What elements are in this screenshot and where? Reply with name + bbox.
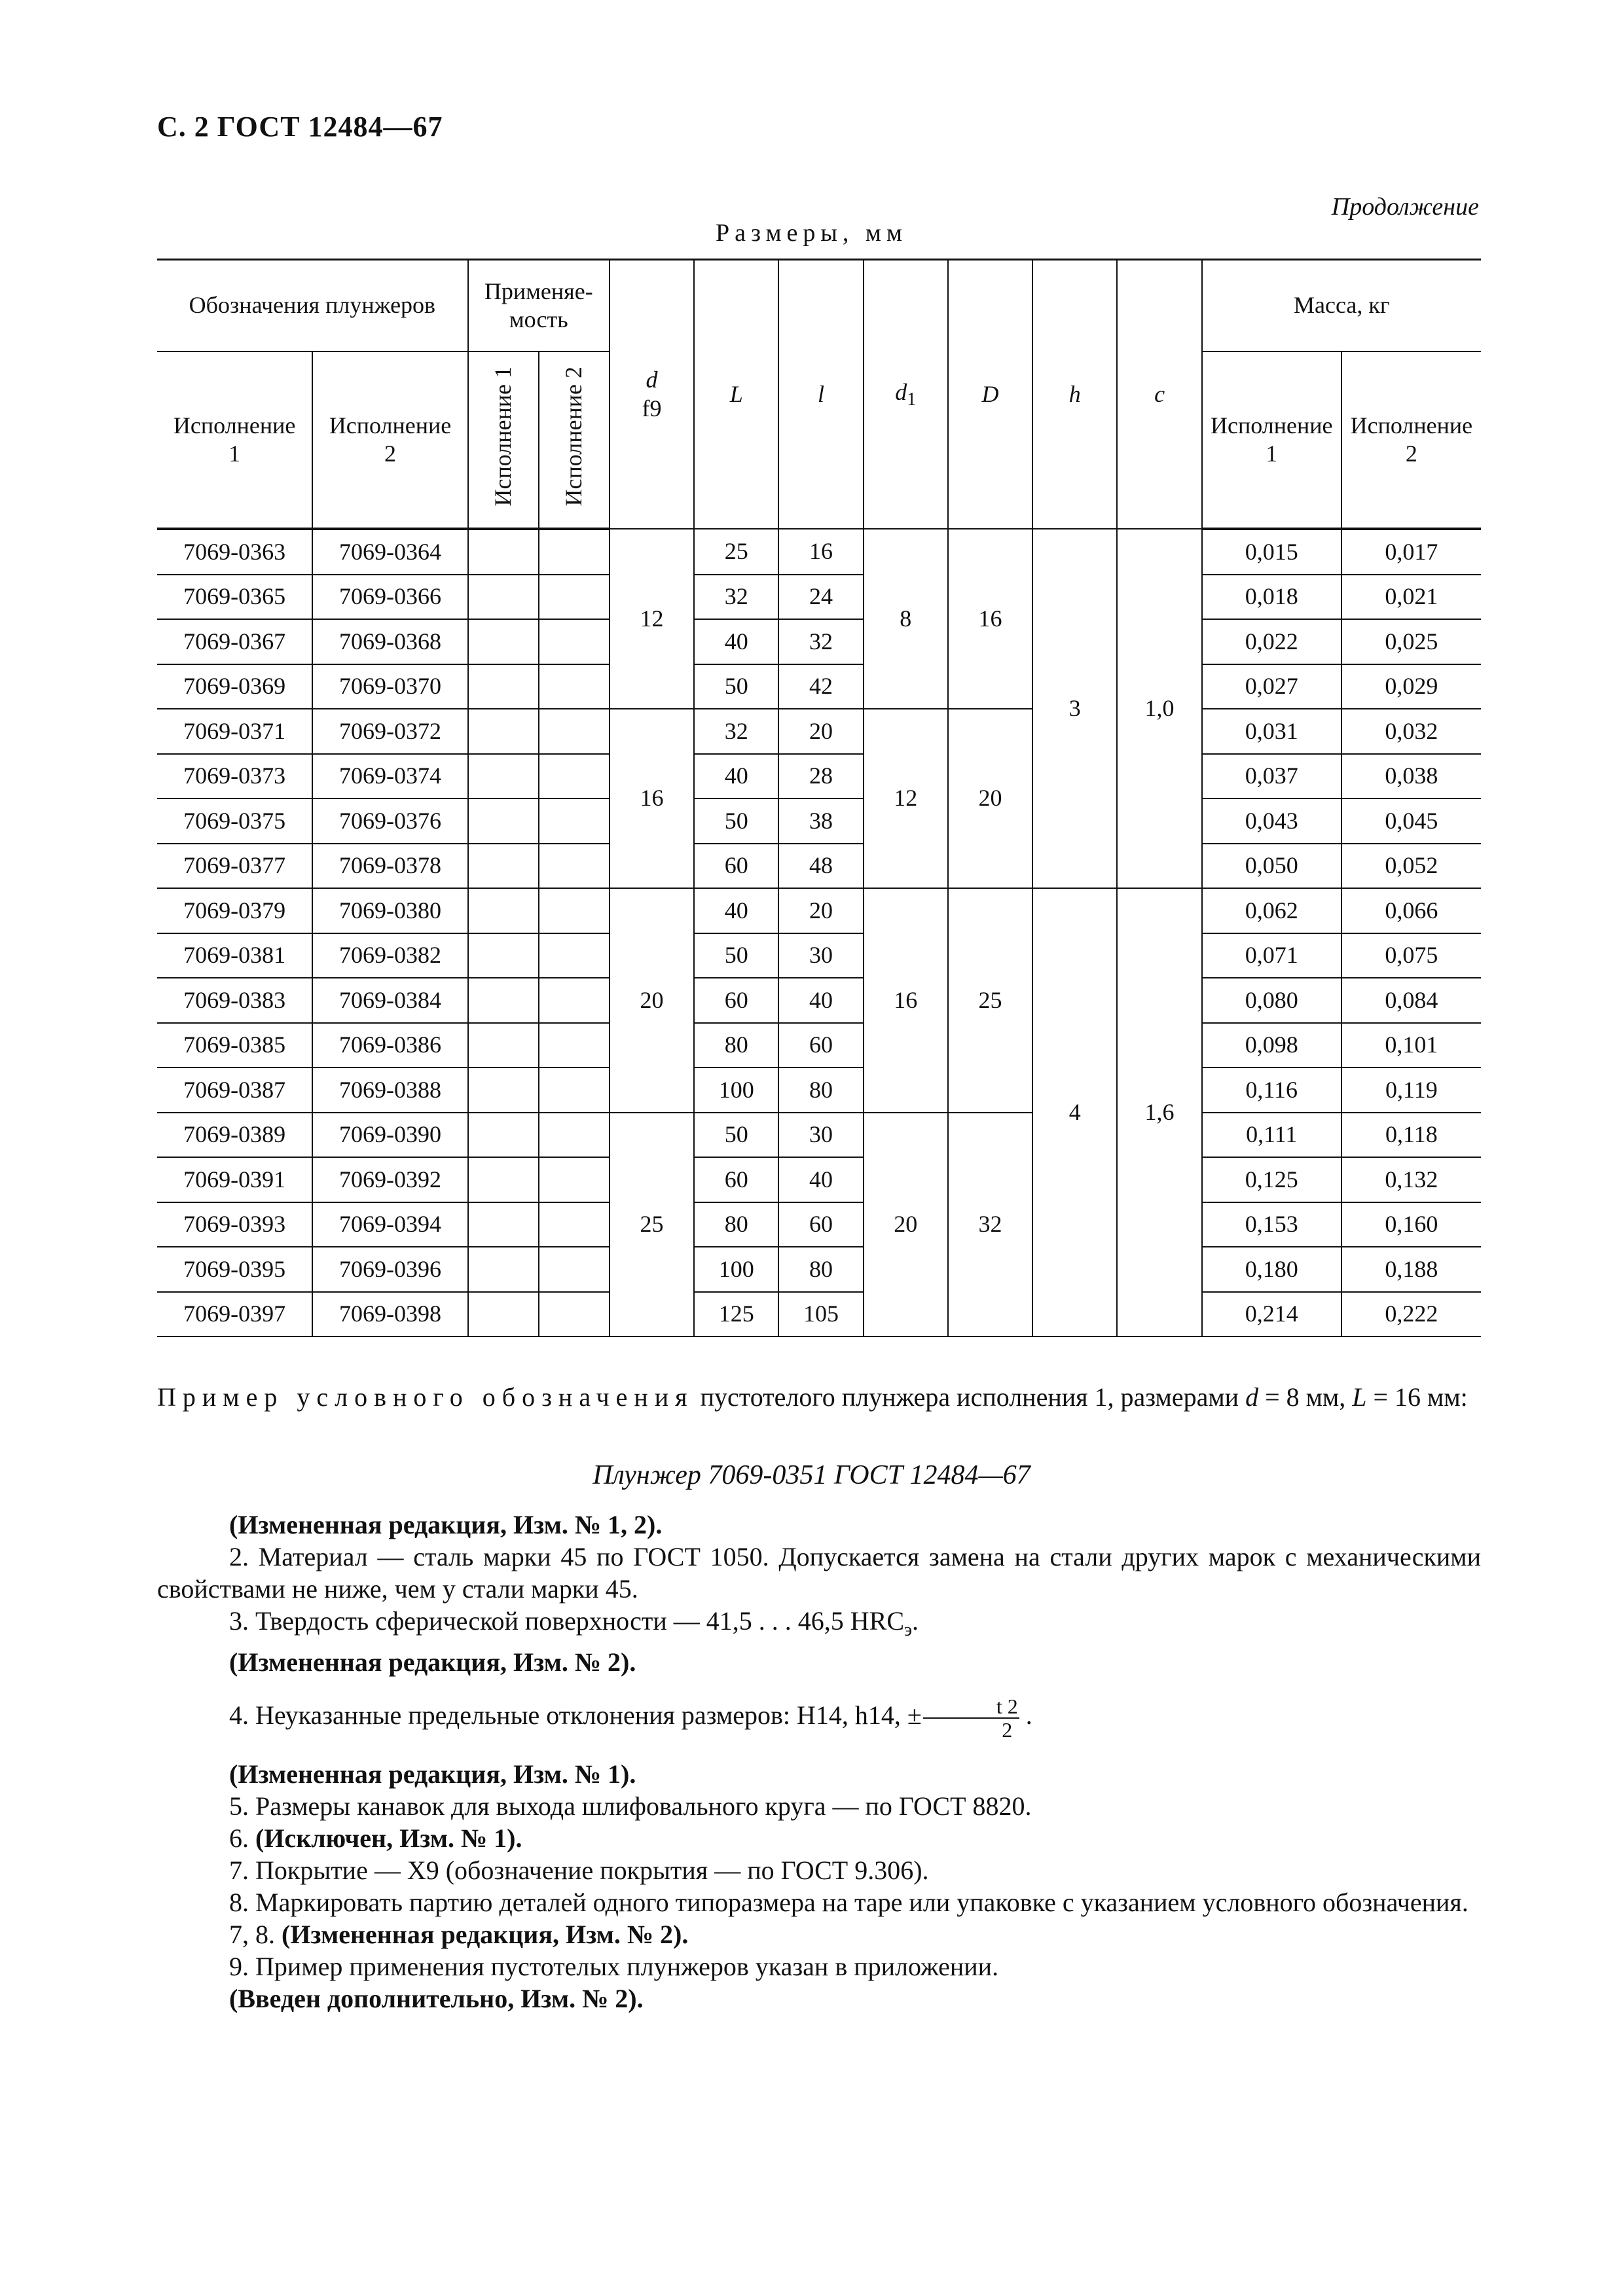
version2-cell: 7069-0388	[312, 1067, 467, 1113]
item-2-material: 2. Материал — сталь марки 45 по ГОСТ 1050. Допускается замена на стали других марок с механическими свойствами не ниже, чем у стали марки 45.	[157, 1542, 1481, 1604]
applicability1-cell	[468, 888, 539, 933]
version1-cell: 7069-0385	[157, 1023, 312, 1068]
mass1-cell: 0,098	[1202, 1023, 1341, 1068]
applicability1-cell	[468, 798, 539, 844]
item-9-application: 9. Пример применения пустотелых плунжеров указан в приложении.	[229, 1952, 999, 1981]
L-cell: 50	[694, 1113, 778, 1158]
version2-cell: 7069-0374	[312, 754, 467, 799]
applicability2-cell	[539, 575, 610, 620]
l-cell: 16	[778, 529, 863, 575]
item-4-end: .	[1019, 1700, 1032, 1731]
l-cell: 30	[778, 1113, 863, 1158]
l-cell: 20	[778, 709, 863, 754]
d1-symbol: d	[895, 378, 907, 405]
L-cell: 80	[694, 1023, 778, 1068]
table-row	[157, 1023, 1481, 1068]
table-row	[157, 1247, 1481, 1292]
mass1-cell: 0,043	[1202, 798, 1341, 844]
plunger-dimensions-table	[157, 259, 1481, 1337]
l-cell: 30	[778, 933, 863, 978]
d-cell: 20	[610, 888, 694, 1113]
d-symbol: d	[646, 367, 658, 393]
table-row	[157, 664, 1481, 709]
applicability2-cell	[539, 1157, 610, 1202]
item-4-numerator: t 2	[923, 1695, 1019, 1719]
item-6-excluded	[157, 1822, 1481, 1854]
version1-label: Исполнение 1	[173, 412, 296, 467]
mass2-cell: 0,029	[1341, 664, 1481, 709]
mass1-cell: 0,022	[1202, 619, 1341, 664]
mass2-cell: 0,101	[1341, 1023, 1481, 1068]
applicability2-cell	[539, 754, 610, 799]
applicability1-cell	[468, 933, 539, 978]
applicability2-cell	[539, 1113, 610, 1158]
version1-cell: 7069-0387	[157, 1067, 312, 1113]
l-cell: 60	[778, 1023, 863, 1068]
applicability1-label: Исполнение 1	[490, 367, 517, 507]
version1-cell: 7069-0395	[157, 1247, 312, 1292]
version2-cell: 7069-0364	[312, 529, 467, 575]
version1-cell: 7069-0397	[157, 1292, 312, 1337]
version2-cell: 7069-0384	[312, 978, 467, 1023]
example-lead: Пример условного обозначения	[157, 1382, 694, 1412]
mass2-cell: 0,160	[1341, 1202, 1481, 1247]
l-cell: 60	[778, 1202, 863, 1247]
applicability2-cell	[539, 844, 610, 889]
mass1-cell: 0,050	[1202, 844, 1341, 889]
L-cell: 50	[694, 933, 778, 978]
item-5-grooves: 5. Размеры канавок для выхода шлифовального круга — по ГОСТ 8820.	[229, 1791, 1032, 1821]
d1-cell: 12	[864, 709, 948, 888]
version2-cell: 7069-0376	[312, 798, 467, 844]
version1-cell: 7069-0375	[157, 798, 312, 844]
page-header: С. 2 ГОСТ 12484—67	[157, 111, 443, 143]
version1-cell: 7069-0371	[157, 709, 312, 754]
applicability1-cell	[468, 978, 539, 1023]
item-7-8-change	[157, 1918, 1481, 1950]
mass1-cell: 0,214	[1202, 1292, 1341, 1337]
l-cell: 28	[778, 754, 863, 799]
L-cell: 60	[694, 1157, 778, 1202]
applicability2-cell	[539, 529, 610, 575]
item-7-8-number: 7, 8.	[229, 1920, 282, 1949]
item-3-end: .	[912, 1606, 919, 1636]
l-cell: 42	[778, 664, 863, 709]
L-cell: 100	[694, 1067, 778, 1113]
applicability2-cell	[539, 619, 610, 664]
mass2-cell: 0,066	[1341, 888, 1481, 933]
added-note: (Введен дополнительно, Изм. № 2).	[229, 1984, 644, 2013]
L-cell: 25	[694, 529, 778, 575]
example-text: пустотелого плунжера исполнения 1, размерами	[693, 1382, 1246, 1412]
item-3-hardness	[157, 1605, 1481, 1646]
item-4-tolerances	[157, 1695, 1481, 1741]
h-header: h	[1032, 260, 1117, 529]
version2-cell: 7069-0398	[312, 1292, 467, 1337]
continuation-label: Продолжение	[1331, 193, 1479, 221]
mass1-cell: 0,062	[1202, 888, 1341, 933]
L-cell: 50	[694, 798, 778, 844]
c-cell: 1,6	[1117, 888, 1201, 1336]
h-cell: 4	[1032, 888, 1117, 1336]
table-row	[157, 1292, 1481, 1337]
version1-cell: 7069-0381	[157, 933, 312, 978]
mass2-cell: 0,188	[1341, 1247, 1481, 1292]
d1-cell: 8	[864, 529, 948, 709]
change-note-1-2: (Измененная редакция, Изм. № 1, 2).	[229, 1510, 663, 1539]
version1-header	[157, 351, 312, 529]
mass-group-header: Масса, кг	[1202, 260, 1481, 352]
l-cell: 24	[778, 575, 863, 620]
applicability1-cell	[468, 1157, 539, 1202]
mass2-cell: 0,017	[1341, 529, 1481, 575]
item-7-8-text: (Измененная редакция, Изм. № 2).	[282, 1920, 689, 1949]
version1-cell: 7069-0379	[157, 888, 312, 933]
applicability2-cell	[539, 1292, 610, 1337]
applicability2-cell	[539, 798, 610, 844]
version1-cell: 7069-0389	[157, 1113, 312, 1158]
applicability1-cell	[468, 1202, 539, 1247]
c-header: c	[1117, 260, 1201, 529]
mass1-cell: 0,037	[1202, 754, 1341, 799]
version2-cell: 7069-0372	[312, 709, 467, 754]
applicability2-label: Исполнение 2	[560, 367, 587, 507]
item-4-fraction	[923, 1695, 1019, 1741]
mass1-cell: 0,018	[1202, 575, 1341, 620]
D-cell: 25	[948, 888, 1032, 1113]
mass2-header	[1341, 351, 1481, 529]
version2-cell: 7069-0368	[312, 619, 467, 664]
applicability1-cell	[468, 1247, 539, 1292]
applicability2-cell	[539, 1023, 610, 1068]
table-row	[157, 844, 1481, 889]
version1-cell: 7069-0367	[157, 619, 312, 664]
example-paragraph	[157, 1381, 1481, 1413]
d1-cell: 16	[864, 888, 948, 1113]
mass1-cell: 0,027	[1202, 664, 1341, 709]
l-header: l	[778, 260, 863, 529]
item-3-text: 3. Твердость сферической поверхности — 41,5 . . . 46,5 HRC	[229, 1606, 904, 1636]
mass1-cell: 0,071	[1202, 933, 1341, 978]
mass2-cell: 0,045	[1341, 798, 1481, 844]
mass1-cell: 0,015	[1202, 529, 1341, 575]
table-row	[157, 798, 1481, 844]
l-cell: 32	[778, 619, 863, 664]
mass1-label: Исполнение 1	[1210, 412, 1333, 467]
applicability2-cell	[539, 1247, 610, 1292]
mass2-cell: 0,084	[1341, 978, 1481, 1023]
mass1-cell: 0,080	[1202, 978, 1341, 1023]
applicability1-cell	[468, 529, 539, 575]
mass1-cell: 0,125	[1202, 1157, 1341, 1202]
applicability2-cell	[539, 978, 610, 1023]
applicability1-cell	[468, 619, 539, 664]
L-cell: 40	[694, 888, 778, 933]
mass1-cell: 0,031	[1202, 709, 1341, 754]
version2-cell: 7069-0394	[312, 1202, 467, 1247]
applicability1-cell	[468, 709, 539, 754]
l-cell: 80	[778, 1067, 863, 1113]
d-cell: 25	[610, 1113, 694, 1337]
item-4-text: 4. Неуказанные предельные отклонения размеров: H14, h14, ±	[229, 1700, 922, 1731]
version1-cell: 7069-0377	[157, 844, 312, 889]
version1-cell: 7069-0391	[157, 1157, 312, 1202]
L-cell: 50	[694, 664, 778, 709]
version2-cell: 7069-0382	[312, 933, 467, 978]
applicability1-cell	[468, 664, 539, 709]
L-cell: 40	[694, 754, 778, 799]
table-row	[157, 1067, 1481, 1113]
mass2-cell: 0,222	[1341, 1292, 1481, 1337]
mass2-cell: 0,021	[1341, 575, 1481, 620]
table-row	[157, 978, 1481, 1023]
example-d-value: = 8 мм,	[1258, 1382, 1353, 1412]
l-cell: 105	[778, 1292, 863, 1337]
applicability1-header	[468, 351, 539, 529]
mass1-cell: 0,111	[1202, 1113, 1341, 1158]
D-cell: 32	[948, 1113, 1032, 1337]
applicability2-cell	[539, 709, 610, 754]
d-header	[610, 260, 694, 529]
D-cell: 20	[948, 709, 1032, 888]
mass2-cell: 0,032	[1341, 709, 1481, 754]
l-cell: 20	[778, 888, 863, 933]
requirements-list	[157, 1509, 1481, 2015]
applicability2-cell	[539, 664, 610, 709]
table-body	[157, 529, 1481, 1336]
d-cell: 12	[610, 529, 694, 709]
version1-cell: 7069-0365	[157, 575, 312, 620]
designation-group-header: Обозначения плунжеров	[157, 260, 468, 352]
d-tolerance: f9	[642, 395, 662, 422]
mass2-cell: 0,075	[1341, 933, 1481, 978]
d-cell: 16	[610, 709, 694, 888]
item-6-text: (Исключен, Изм. № 1).	[255, 1823, 522, 1853]
version2-cell: 7069-0380	[312, 888, 467, 933]
table-row	[157, 1202, 1481, 1247]
applicability1-cell	[468, 1023, 539, 1068]
table-row	[157, 709, 1481, 754]
table-row	[157, 529, 1481, 575]
table-row	[157, 619, 1481, 664]
L-cell: 60	[694, 978, 778, 1023]
h-cell: 3	[1032, 529, 1117, 888]
applicability2-cell	[539, 1202, 610, 1247]
L-cell: 40	[694, 619, 778, 664]
version2-cell: 7069-0370	[312, 664, 467, 709]
version2-cell: 7069-0390	[312, 1113, 467, 1158]
mass2-cell: 0,038	[1341, 754, 1481, 799]
mass1-cell: 0,116	[1202, 1067, 1341, 1113]
mass2-label: Исполнение 2	[1350, 412, 1473, 467]
mass2-cell: 0,025	[1341, 619, 1481, 664]
L-cell: 60	[694, 844, 778, 889]
version2-header	[312, 351, 467, 529]
example-L-var: L	[1352, 1382, 1367, 1412]
mass2-cell: 0,132	[1341, 1157, 1481, 1202]
l-cell: 48	[778, 844, 863, 889]
version2-cell: 7069-0386	[312, 1023, 467, 1068]
applicability1-cell	[468, 1067, 539, 1113]
version1-cell: 7069-0383	[157, 978, 312, 1023]
applicability1-cell	[468, 844, 539, 889]
l-cell: 40	[778, 978, 863, 1023]
l-cell: 80	[778, 1247, 863, 1292]
example-L-value: = 16 мм:	[1366, 1382, 1468, 1412]
table-row	[157, 1157, 1481, 1202]
item-4-denominator: 2	[1002, 1718, 1013, 1742]
version2-cell: 7069-0366	[312, 575, 467, 620]
version2-cell: 7069-0396	[312, 1247, 467, 1292]
L-cell: 32	[694, 575, 778, 620]
table-row	[157, 575, 1481, 620]
change-note-2a: (Измененная редакция, Изм. № 2).	[229, 1647, 636, 1677]
example-d-var: d	[1245, 1382, 1259, 1412]
l-cell: 38	[778, 798, 863, 844]
table-row	[157, 888, 1481, 933]
L-cell: 80	[694, 1202, 778, 1247]
table-row	[157, 754, 1481, 799]
version2-cell: 7069-0392	[312, 1157, 467, 1202]
l-cell: 40	[778, 1157, 863, 1202]
D-header: D	[948, 260, 1032, 529]
version1-cell: 7069-0363	[157, 529, 312, 575]
item-6-number: 6.	[229, 1823, 255, 1853]
applicability2-cell	[539, 888, 610, 933]
mass2-cell: 0,052	[1341, 844, 1481, 889]
d1-header	[864, 260, 948, 529]
L-header: L	[694, 260, 778, 529]
item-3-subscript: э	[904, 1620, 913, 1640]
version1-cell: 7069-0369	[157, 664, 312, 709]
applicability-group-header	[468, 260, 610, 352]
table-row	[157, 1113, 1481, 1158]
item-7-coating: 7. Покрытие — Х9 (обозначение покрытия — по ГОСТ 9.306).	[229, 1856, 929, 1885]
version1-cell: 7069-0373	[157, 754, 312, 799]
applicability2-header	[539, 351, 610, 529]
d1-cell: 20	[864, 1113, 948, 1337]
mass1-cell: 0,180	[1202, 1247, 1341, 1292]
mass2-cell: 0,118	[1341, 1113, 1481, 1158]
example-designation: Плунжер 7069-0351 ГОСТ 12484—67	[593, 1460, 1030, 1490]
L-cell: 32	[694, 709, 778, 754]
applicability-label: Применяе-мость	[484, 278, 593, 332]
change-note-1a: (Измененная редакция, Изм. № 1).	[229, 1759, 636, 1789]
version1-cell: 7069-0393	[157, 1202, 312, 1247]
L-cell: 125	[694, 1292, 778, 1337]
L-cell: 100	[694, 1247, 778, 1292]
D-cell: 16	[948, 529, 1032, 709]
item-8-marking: 8. Маркировать партию деталей одного типоразмера на таре или упаковке с указанием условного обозначения.	[229, 1888, 1468, 1917]
applicability1-cell	[468, 575, 539, 620]
mass1-cell: 0,153	[1202, 1202, 1341, 1247]
mass2-cell: 0,119	[1341, 1067, 1481, 1113]
applicability1-cell	[468, 1292, 539, 1337]
version2-label: Исполнение 2	[329, 412, 452, 467]
mass1-header	[1202, 351, 1341, 529]
applicability1-cell	[468, 754, 539, 799]
d1-subscript: 1	[907, 389, 917, 410]
c-cell: 1,0	[1117, 529, 1201, 888]
table-row	[157, 933, 1481, 978]
version2-cell: 7069-0378	[312, 844, 467, 889]
applicability2-cell	[539, 1067, 610, 1113]
applicability1-cell	[468, 1113, 539, 1158]
table-caption: Размеры, мм	[715, 219, 907, 247]
applicability2-cell	[539, 933, 610, 978]
